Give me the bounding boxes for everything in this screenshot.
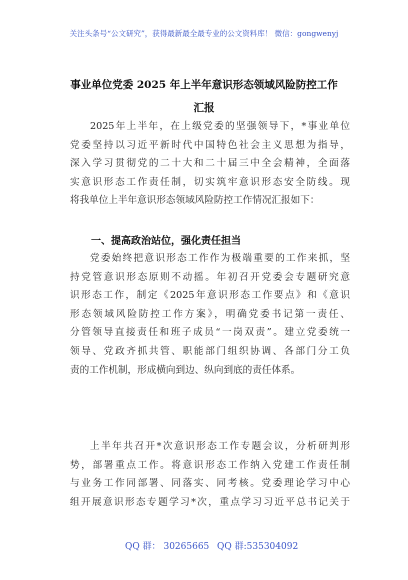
paragraph-line: 势，部署重点工作。将意识形态工作纳入党建工作责任制 xyxy=(70,459,350,471)
document-title-continued: 汇报 xyxy=(193,102,215,114)
paragraph-line: 上半年共召开*次意识形态工作专题会议，分析研判形 xyxy=(90,441,350,452)
paragraph-line: 实意识形态工作责任制，切实筑牢意识形态安全防线。现 xyxy=(70,176,350,188)
body-paragraph xyxy=(70,438,350,512)
paragraph-line: 识形态工作，制定《2025年意识形态工作要点》和《意识 xyxy=(70,290,350,302)
header-banner: 关注头条号“公文研究”，获得最新最全最专业的公文资料库！ 微信：gongwenyj xyxy=(69,29,339,38)
body-paragraph xyxy=(70,250,350,380)
document-title: 事业单位党委 2025 年上半年意识形态领域风险防控工作 xyxy=(70,79,338,91)
paragraph-line: 党委始终把意识形态工作作为极端重要的工作来抓，坚 xyxy=(90,253,350,264)
intro-paragraph xyxy=(70,118,350,211)
paragraph-line: 分管领导直接责任和班子成员“一岗双责”。建立党委统一 xyxy=(70,327,350,339)
paragraph-line: 责的工作机制，形成横向到边、纵向到底的责任体系。 xyxy=(70,364,301,376)
qq-group-1: QQ 群： 30265665 xyxy=(125,542,210,552)
paragraph-line: 党委坚持以习近平新时代中国特色社会主义思想为指导， xyxy=(70,139,350,151)
paragraph-line: 将我单位上半年意识形态领域风险防控工作情况汇报如下： xyxy=(70,195,320,207)
footer xyxy=(0,539,408,553)
paragraph-line: 2025年上半年，在上级党委的坚强领导下，*事业单位 xyxy=(90,121,350,132)
paragraph-line: 领导、党政齐抓共管、职能部门组织协调、各部门分工负 xyxy=(70,345,350,357)
paragraph-line: 深入学习贯彻党的二十大和二十届三中全会精神，全面落 xyxy=(70,158,350,170)
paragraph-line: 持党管意识形态原则不动摇。年初召开党委会专题研究意 xyxy=(70,271,350,283)
paragraph-line: 组开展意识形态专题学习*次，重点学习习近平总书记关于 xyxy=(70,496,350,508)
paragraph-line: 形态领域风险防控工作方案》，明确党委书记第一责任、 xyxy=(70,308,350,320)
qq-group-2: QQ 群:535304092 xyxy=(217,542,299,552)
paragraph-line: 与业务工作同部署、同落实、同考核。党委理论学习中心 xyxy=(70,478,350,490)
section-heading: 一、提高政治站位，强化责任担当 xyxy=(91,236,241,247)
